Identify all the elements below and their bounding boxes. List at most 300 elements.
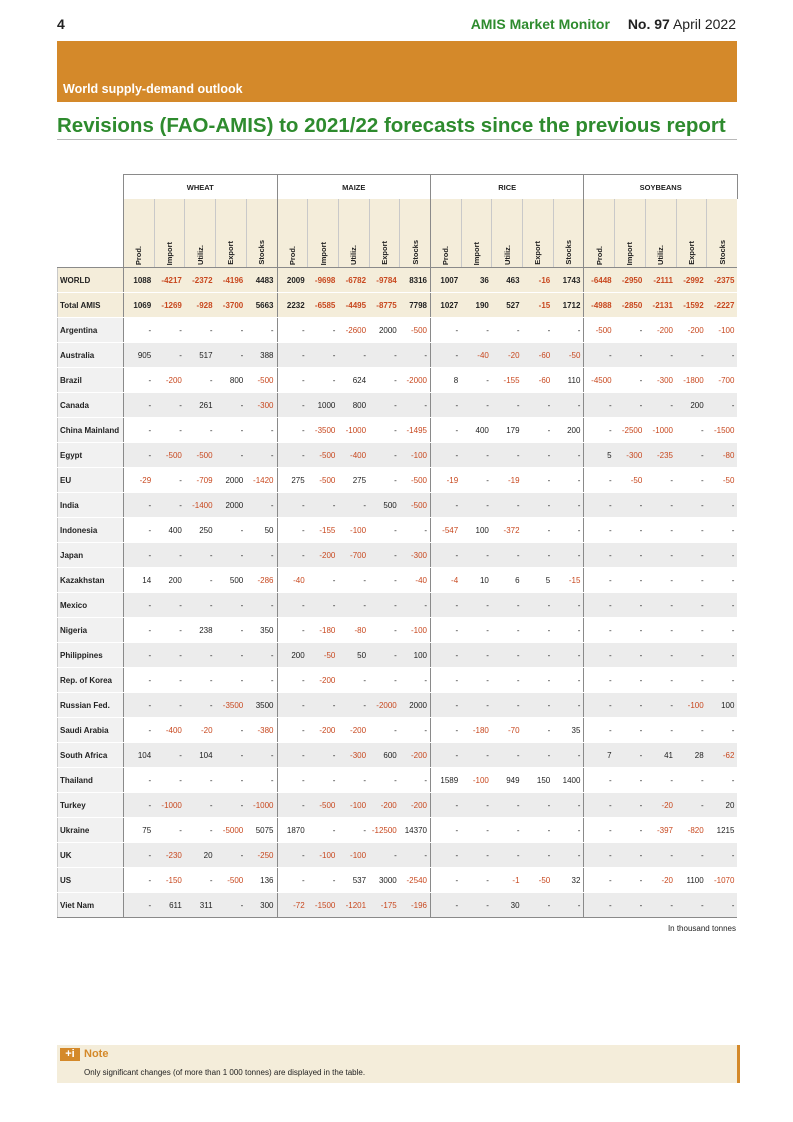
table-cell: 1000 [308, 393, 339, 418]
table-cell: 1743 [553, 268, 584, 293]
table-cell: - [615, 568, 646, 593]
table-row [58, 643, 738, 668]
table-row [58, 518, 738, 543]
table-cell: -15 [553, 568, 584, 593]
subcolumn-header [308, 199, 339, 268]
table-cell: 517 [185, 343, 216, 368]
table-cell: -6782 [338, 268, 369, 293]
table-cell: - [246, 593, 277, 618]
subcolumn-label: Prod. [594, 245, 604, 265]
table-cell: 200 [277, 643, 308, 668]
table-cell: -3700 [216, 293, 247, 318]
table-cell: - [645, 668, 676, 693]
table-cell: 5663 [246, 293, 277, 318]
table-cell: -180 [461, 718, 492, 743]
table-cell: -200 [154, 368, 185, 393]
table-cell: 136 [246, 868, 277, 893]
table-row [58, 693, 738, 718]
table-cell: - [461, 368, 492, 393]
table-cell: - [277, 868, 308, 893]
table-cell: - [553, 893, 584, 918]
table-cell: - [523, 493, 554, 518]
table-row [58, 368, 738, 393]
table-cell: 238 [185, 618, 216, 643]
table-cell: - [216, 543, 247, 568]
table-cell: 388 [246, 343, 277, 368]
table-cell: -40 [400, 568, 431, 593]
table-cell: - [124, 693, 155, 718]
table-cell: - [461, 668, 492, 693]
table-cell: - [676, 793, 707, 818]
table-cell: -100 [707, 318, 738, 343]
table-cell: -19 [430, 468, 461, 493]
table-cell: -80 [338, 618, 369, 643]
table-cell: - [308, 343, 339, 368]
table-cell: -50 [707, 468, 738, 493]
table-cell: - [369, 468, 400, 493]
table-cell: - [277, 768, 308, 793]
table-cell: 1400 [553, 768, 584, 793]
table-row [58, 293, 738, 318]
table-cell: -300 [246, 393, 277, 418]
table-cell: - [553, 318, 584, 343]
country-name: South Africa [58, 743, 124, 768]
table-cell: - [277, 718, 308, 743]
table-cell: - [645, 468, 676, 493]
table-cell: - [523, 693, 554, 718]
table-cell: - [277, 693, 308, 718]
table-cell: -2375 [707, 268, 738, 293]
table-cell: -500 [216, 868, 247, 893]
table-cell: -2850 [615, 293, 646, 318]
table-cell: - [216, 643, 247, 668]
subcolumn-label: Utiliz. [656, 245, 666, 265]
group-header-rice: RICE [430, 175, 583, 200]
table-cell: - [707, 668, 738, 693]
table-cell: - [676, 593, 707, 618]
table-cell: - [584, 718, 615, 743]
table-cell: - [461, 643, 492, 668]
table-cell: - [461, 593, 492, 618]
table-cell: - [615, 693, 646, 718]
table-cell: - [430, 893, 461, 918]
table-cell: - [553, 393, 584, 418]
table-cell: 611 [154, 893, 185, 918]
table-cell: -175 [369, 893, 400, 918]
table-cell: -2500 [615, 418, 646, 443]
table-cell: - [154, 768, 185, 793]
table-cell: - [492, 593, 523, 618]
table-cell: 7798 [400, 293, 431, 318]
table-cell: -250 [246, 843, 277, 868]
table-body [58, 268, 738, 918]
table-cell: - [523, 543, 554, 568]
header-corner [58, 175, 124, 200]
table-cell: -8775 [369, 293, 400, 318]
table-cell: - [369, 668, 400, 693]
table-cell: - [308, 768, 339, 793]
table-cell: -15 [523, 293, 554, 318]
table-cell: - [369, 343, 400, 368]
subcolumn-label: Stocks [257, 240, 267, 265]
table-cell: - [523, 843, 554, 868]
table-cell: 350 [246, 618, 277, 643]
table-cell: -9698 [308, 268, 339, 293]
table-cell: -230 [154, 843, 185, 868]
table-cell: - [553, 818, 584, 843]
country-name: Indonesia [58, 518, 124, 543]
table-cell: - [216, 893, 247, 918]
table-cell: - [523, 818, 554, 843]
table-cell: - [461, 468, 492, 493]
table-cell: 200 [154, 568, 185, 593]
table-cell: -100 [400, 618, 431, 643]
table-cell: - [338, 768, 369, 793]
table-cell: - [430, 668, 461, 693]
table-cell: - [430, 843, 461, 868]
table-cell: -100 [461, 768, 492, 793]
table-cell: - [461, 893, 492, 918]
table-cell: 30 [492, 893, 523, 918]
table-cell: - [246, 643, 277, 668]
table-cell: - [154, 693, 185, 718]
table-cell: - [461, 818, 492, 843]
table-cell: -300 [645, 368, 676, 393]
table-cell: -700 [707, 368, 738, 393]
country-name: Egypt [58, 443, 124, 468]
note-label: Note [84, 1048, 109, 1060]
table-cell: -62 [707, 743, 738, 768]
table-cell: 250 [185, 518, 216, 543]
table-cell: - [707, 493, 738, 518]
table-cell: - [430, 418, 461, 443]
table-cell: -50 [523, 868, 554, 893]
subcolumn-header [645, 199, 676, 268]
table-cell: -547 [430, 518, 461, 543]
table-cell: -1000 [246, 793, 277, 818]
table-cell: 527 [492, 293, 523, 318]
table-cell: - [461, 318, 492, 343]
table-cell: - [400, 518, 431, 543]
table-row [58, 568, 738, 593]
table-cell: - [185, 818, 216, 843]
table-cell: - [615, 818, 646, 843]
country-name: Brazil [58, 368, 124, 393]
table-cell: - [277, 318, 308, 343]
table-cell: -4217 [154, 268, 185, 293]
table-cell: - [124, 893, 155, 918]
subcolumn-header [553, 199, 584, 268]
table-cell: - [523, 593, 554, 618]
table-cell: -1201 [338, 893, 369, 918]
table-cell: - [461, 743, 492, 768]
table-cell: - [615, 343, 646, 368]
table-cell: -1500 [707, 418, 738, 443]
table-cell: - [615, 318, 646, 343]
table-cell: -200 [676, 318, 707, 343]
table-cell: - [154, 418, 185, 443]
table-cell: - [676, 493, 707, 518]
subcolumn-label: Utiliz. [349, 245, 359, 265]
table-cell: - [645, 843, 676, 868]
table-cell: -1420 [246, 468, 277, 493]
table-cell: - [615, 743, 646, 768]
subcolumn-header-row [58, 199, 738, 268]
table-cell: 1712 [553, 293, 584, 318]
table-cell: - [154, 318, 185, 343]
table-cell: -1400 [185, 493, 216, 518]
table-cell: - [124, 318, 155, 343]
subcolumn-header [676, 199, 707, 268]
table-cell: - [584, 518, 615, 543]
group-header-soybeans: SOYBEANS [584, 175, 737, 200]
table-cell: - [124, 543, 155, 568]
table-cell: - [645, 893, 676, 918]
table-cell: - [308, 593, 339, 618]
table-cell: - [461, 618, 492, 643]
page-number: 4 [57, 16, 65, 32]
table-cell: -3500 [216, 693, 247, 718]
table-cell: 5 [584, 443, 615, 468]
table-cell: - [707, 618, 738, 643]
table-cell: 50 [246, 518, 277, 543]
table-cell: - [645, 568, 676, 593]
table-cell: - [553, 543, 584, 568]
subcolumn-header [430, 199, 461, 268]
table-cell: - [676, 518, 707, 543]
table-cell: - [216, 768, 247, 793]
subcolumn-label: Prod. [441, 245, 451, 265]
table-cell: - [645, 493, 676, 518]
table-cell: - [523, 893, 554, 918]
table-cell: - [124, 718, 155, 743]
table-cell: -1 [492, 868, 523, 893]
title-divider [57, 139, 737, 140]
table-cell: - [584, 618, 615, 643]
table-cell: -4495 [338, 293, 369, 318]
table-cell: - [584, 668, 615, 693]
table-cell: 36 [461, 268, 492, 293]
table-cell: 5075 [246, 818, 277, 843]
table-cell: - [430, 393, 461, 418]
table-cell: - [308, 693, 339, 718]
table-cell: - [645, 543, 676, 568]
table-cell: - [615, 518, 646, 543]
table-cell: 400 [154, 518, 185, 543]
note-box [57, 1045, 740, 1083]
table-cell: - [584, 568, 615, 593]
table-cell: -20 [645, 868, 676, 893]
table-cell: - [615, 643, 646, 668]
country-name: Saudi Arabia [58, 718, 124, 743]
country-name: Kazakhstan [58, 568, 124, 593]
subcolumn-label: Prod. [287, 245, 297, 265]
table-row [58, 818, 738, 843]
table-cell: - [584, 843, 615, 868]
table-row [58, 443, 738, 468]
table-cell: - [615, 768, 646, 793]
table-cell: - [492, 318, 523, 343]
table-cell: - [645, 343, 676, 368]
subcolumn-header [185, 199, 216, 268]
table-cell: -300 [338, 743, 369, 768]
table-cell: 150 [523, 768, 554, 793]
table-cell: 20 [185, 843, 216, 868]
table-cell: - [185, 368, 216, 393]
table-cell: - [430, 618, 461, 643]
table-cell: -72 [277, 893, 308, 918]
table-cell: - [615, 493, 646, 518]
table-cell: - [461, 493, 492, 518]
table-cell: -372 [492, 518, 523, 543]
table-cell: - [584, 643, 615, 668]
table-cell: - [645, 393, 676, 418]
table-cell: -100 [400, 443, 431, 468]
table-cell: 624 [338, 368, 369, 393]
table-cell: - [216, 518, 247, 543]
country-name: Rep. of Korea [58, 668, 124, 693]
table-cell: -200 [645, 318, 676, 343]
table-row [58, 318, 738, 343]
subcolumn-header [492, 199, 523, 268]
table-cell: - [707, 643, 738, 668]
table-cell: -200 [369, 793, 400, 818]
table-cell: -709 [185, 468, 216, 493]
table-cell: -29 [124, 468, 155, 493]
table-cell: - [645, 718, 676, 743]
subcolumn-label: Export [533, 241, 543, 265]
table-cell: -1000 [154, 793, 185, 818]
issue-date: April 2022 [672, 16, 736, 32]
table-cell: 104 [185, 743, 216, 768]
table-cell: -500 [308, 468, 339, 493]
table-cell: - [400, 343, 431, 368]
table-cell: - [553, 668, 584, 693]
table-cell: -500 [400, 493, 431, 518]
table-cell: - [400, 593, 431, 618]
table-cell: - [676, 643, 707, 668]
table-cell: -2950 [615, 268, 646, 293]
table-cell: - [154, 818, 185, 843]
table-cell: - [154, 393, 185, 418]
table-cell: - [185, 768, 216, 793]
country-name: Canada [58, 393, 124, 418]
subcolumn-header [461, 199, 492, 268]
table-cell: - [124, 843, 155, 868]
table-cell: - [553, 518, 584, 543]
table-cell: 1007 [430, 268, 461, 293]
table-cell: -300 [615, 443, 646, 468]
subcolumn-header [523, 199, 554, 268]
table-cell: -2227 [707, 293, 738, 318]
table-cell: - [615, 893, 646, 918]
table-cell: - [216, 668, 247, 693]
table-cell: - [124, 868, 155, 893]
table-cell: - [615, 593, 646, 618]
table-cell: -100 [338, 843, 369, 868]
table-cell: - [185, 668, 216, 693]
table-row [58, 768, 738, 793]
table-cell: - [461, 843, 492, 868]
table-cell: -200 [308, 668, 339, 693]
table-cell: - [154, 343, 185, 368]
table-cell: - [676, 668, 707, 693]
subcolumn-label: Stocks [564, 240, 574, 265]
table-cell: -380 [246, 718, 277, 743]
table-cell: -500 [246, 368, 277, 393]
table-cell: 100 [461, 518, 492, 543]
table-cell: - [308, 868, 339, 893]
table-cell: - [676, 468, 707, 493]
table-cell: - [430, 318, 461, 343]
table-cell: -2992 [676, 268, 707, 293]
table-cell: - [615, 543, 646, 568]
table-row [58, 843, 738, 868]
country-name: Mexico [58, 593, 124, 618]
subcolumn-header [615, 199, 646, 268]
table-cell: 50 [338, 643, 369, 668]
table-cell: 537 [338, 868, 369, 893]
table-cell: - [492, 668, 523, 693]
table-cell: - [154, 618, 185, 643]
table-cell: - [308, 493, 339, 518]
table-cell: - [430, 793, 461, 818]
table-row [58, 543, 738, 568]
table-cell: - [216, 593, 247, 618]
table-cell: - [553, 693, 584, 718]
table-cell: - [492, 493, 523, 518]
table-cell: - [338, 568, 369, 593]
table-cell: -500 [584, 318, 615, 343]
table-cell: - [185, 793, 216, 818]
table-cell: - [523, 643, 554, 668]
table-cell: - [676, 893, 707, 918]
table-cell: - [277, 843, 308, 868]
country-name: Total AMIS [58, 293, 124, 318]
table-cell: - [676, 768, 707, 793]
table-cell: -40 [277, 568, 308, 593]
table-cell: - [369, 368, 400, 393]
table-cell: -50 [553, 343, 584, 368]
table-cell: - [277, 593, 308, 618]
table-cell: - [461, 793, 492, 818]
table-cell: - [308, 818, 339, 843]
table-cell: - [216, 393, 247, 418]
table-cell: - [461, 393, 492, 418]
table-cell: - [523, 518, 554, 543]
table-cell: - [308, 318, 339, 343]
table-cell: -1500 [308, 893, 339, 918]
table-cell: 1870 [277, 818, 308, 843]
table-cell: -200 [308, 543, 339, 568]
table-cell: - [523, 393, 554, 418]
subcolumn-header [154, 199, 185, 268]
table-cell: 100 [707, 693, 738, 718]
publication-name: AMIS Market Monitor [470, 16, 610, 32]
table-cell: - [246, 493, 277, 518]
table-cell: - [308, 743, 339, 768]
table-cell: 14 [124, 568, 155, 593]
table-cell: - [523, 743, 554, 768]
country-name: US [58, 868, 124, 893]
table-cell: - [492, 643, 523, 668]
table-cell: -1495 [400, 418, 431, 443]
table-cell: - [430, 493, 461, 518]
page-title: Revisions (FAO-AMIS) to 2021/22 forecasts since the previous report [57, 114, 726, 137]
table-cell: 7 [584, 743, 615, 768]
table-cell: - [338, 593, 369, 618]
table-cell: - [615, 868, 646, 893]
